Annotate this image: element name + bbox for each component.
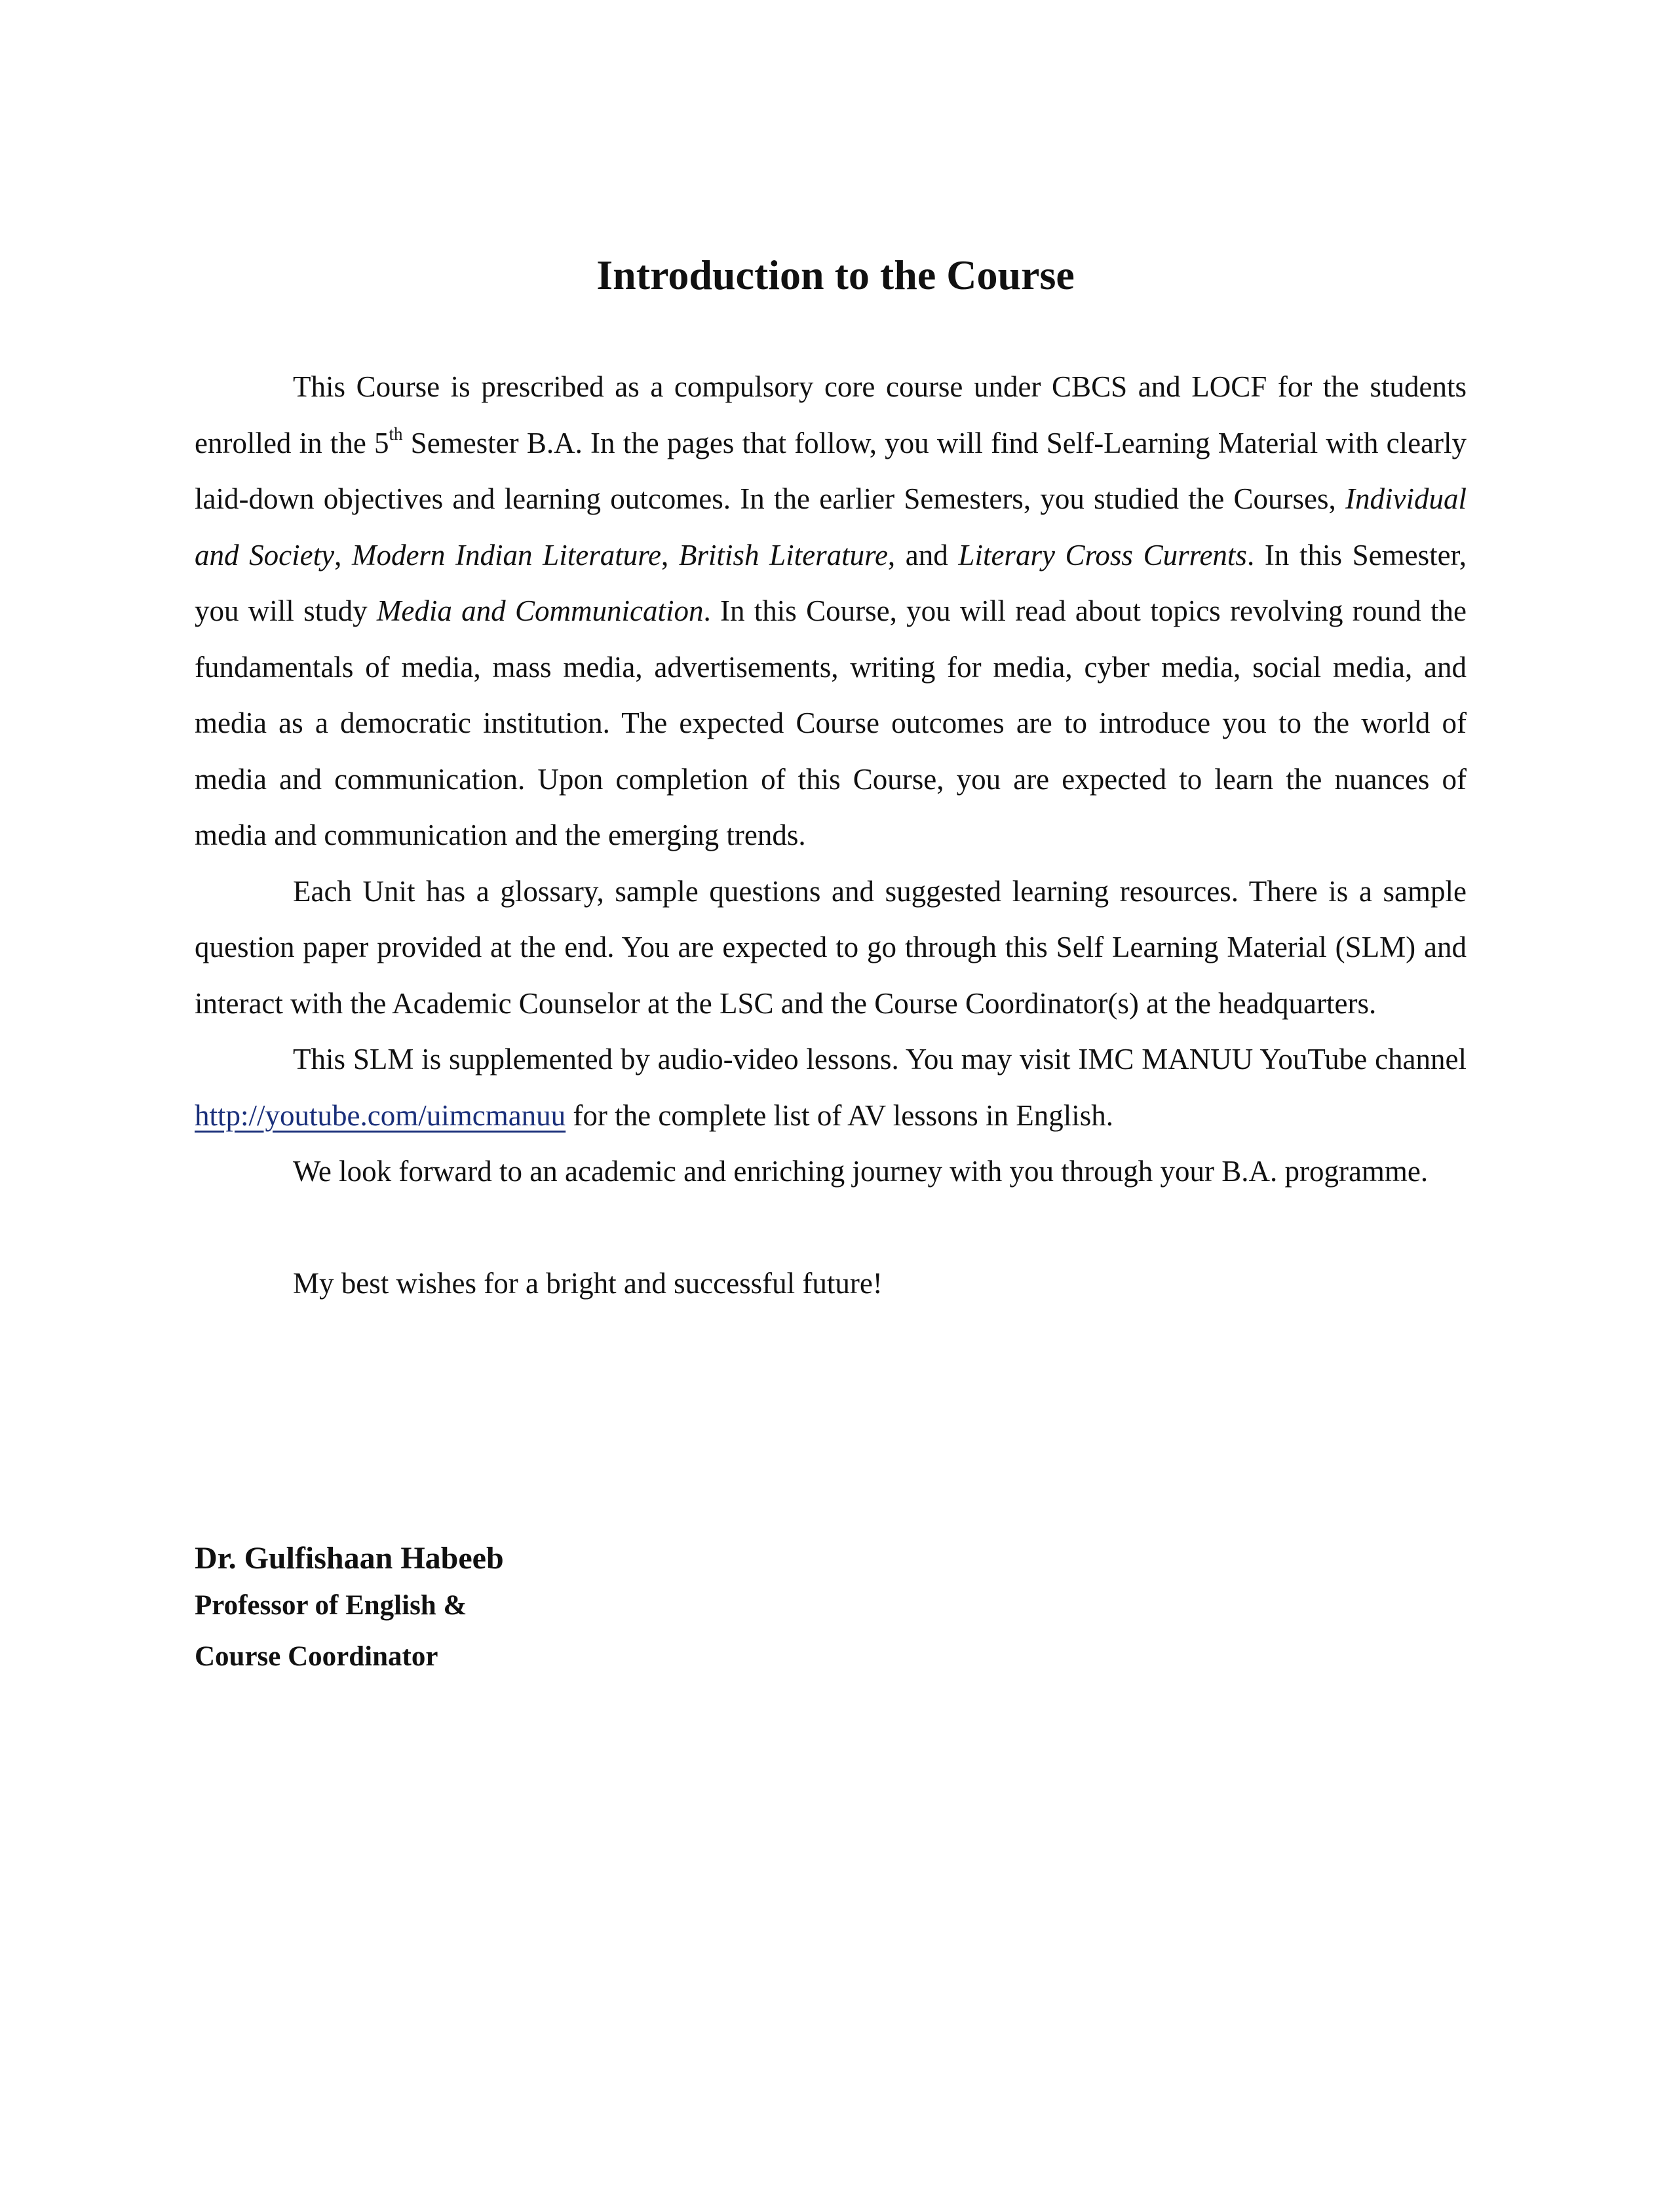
signature-block [195, 1537, 504, 1682]
course-title-italic: Modern Indian Literature [351, 538, 662, 572]
youtube-channel-link[interactable]: http://youtube.com/uimcmanuu [195, 1098, 566, 1132]
superscript: th [389, 423, 403, 444]
text-run: This SLM is supplemented by audio-video lessons. You may visit IMC MANUU YouTube channel [293, 1043, 1467, 1076]
paragraph-closing: We look forward to an academic and enriching journey with you through your B.A. programme. [293, 1155, 1429, 1188]
document-body [195, 359, 1467, 1311]
course-title-italic: British Literature [678, 538, 888, 572]
text-run: . In this Course, you will read about topics revolving round the fundamentals of media, mass media, advertisements, writing for media, cyber media, social media, and media as a democratic institution. The expected Course outcomes are to introduce you to the world of media and communication. Upon completion of this Course, you are expected to learn the nuances of media and communication and the emerging trends. [195, 594, 1467, 851]
course-title-italic: Media and Communication [376, 594, 704, 627]
text-run: This Course is prescribed as a compulsory core course under CBCS and LOCF for the students enrolled in the 5 [195, 370, 1467, 459]
text-run: Semester B.A. In the pages that follow, you will find Self-Learning Material with clearly laid-down objectives and learning outcomes. In the earlier Semesters, you studied the Courses, [195, 426, 1467, 515]
paragraph-course-overview [195, 359, 1467, 864]
paragraph-unit-contents: Each Unit has a glossary, sample questions and suggested learning resources. There is a sample question paper provided at the end. You are expected to go through this Self Learning Material (SLM) and interact with the Academic Counselor at the LSC and the Course Coordinator(s) at the headquarters. [195, 874, 1467, 1020]
paragraph-best-wishes: My best wishes for a bright and successful future! [293, 1266, 883, 1300]
paragraph-av-lessons [195, 1032, 1467, 1144]
course-title-italic: Literary Cross Currents [958, 538, 1247, 572]
text-run: . In this Semester, you will study [195, 538, 1467, 627]
text-run: for the complete list of AV lessons in English. [566, 1098, 1113, 1132]
signature-title: Professor of English & [195, 1590, 467, 1621]
signature-name: Dr. Gulfishaan Habeeb [195, 1541, 504, 1576]
page-title: Introduction to the Course [596, 252, 1075, 298]
text-run: , [334, 538, 352, 572]
signature-role: Course Coordinator [195, 1641, 438, 1672]
text-run: , and [887, 538, 959, 572]
course-title-italic: Individual and Society [195, 482, 1467, 572]
text-run: , [661, 538, 679, 572]
